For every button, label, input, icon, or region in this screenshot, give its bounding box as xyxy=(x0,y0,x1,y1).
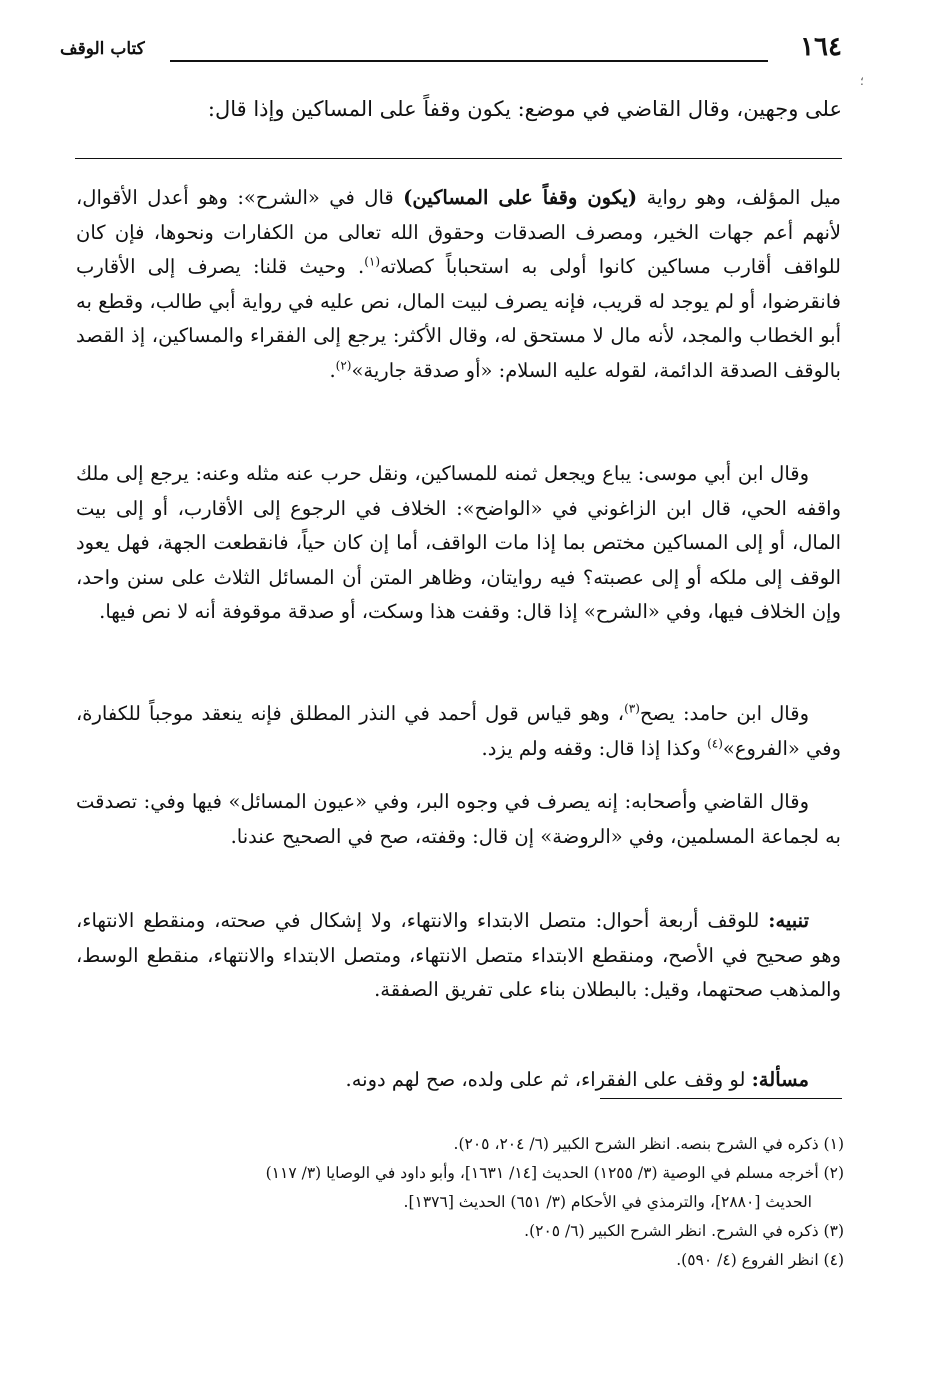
sharh-paragraph-1 xyxy=(76,181,841,388)
footnotes xyxy=(76,1130,844,1275)
text-run: للوقف أربعة أحوال: متصل الابتداء والانتهاء، ولا إشكال في صحته، ومنقطع الانتهاء، وهو صحيح في الأصح، ومنقطع الابتداء متصل الانتهاء، ومتصل الابتداء والانتهاء، منقطع الوسط، والمذهب صحتهما، وقيل: بالبطلان بناء على تفريق الصفقة. xyxy=(76,909,841,1001)
sharh-paragraph-6 xyxy=(76,1063,841,1098)
text-run: وكذا إذا قال: وقفه ولم يزد. xyxy=(481,736,708,760)
sharh-text-6 xyxy=(76,1063,841,1098)
matn-line: على وجهين، وقال القاضي في موضع: يكون وقفاً على المساكين وإذا قال: xyxy=(207,97,842,121)
sharh-paragraph-3 xyxy=(76,697,841,766)
text-run: ميل المؤلف، وهو رواية xyxy=(637,186,842,209)
matn-text xyxy=(72,92,842,126)
sharh-text-4 xyxy=(76,785,841,854)
text-run: ، وهو قياس قول أحمد في النذر المطلق فإنه ينعقد موجباً للكفارة، وفي «الفروع» xyxy=(76,702,841,760)
note-label: تنبيه: xyxy=(768,909,809,932)
sharh-text-5 xyxy=(76,904,841,1008)
issue-label: مسألة: xyxy=(751,1068,809,1091)
page-number: ١٦٤ xyxy=(800,32,842,62)
sharh-paragraph-5 xyxy=(76,904,841,1008)
text-run: . xyxy=(329,358,336,382)
sharh-paragraph-4: وقال القاضي وأصحابه: إنه يصرف في وجوه البر، وفي «عيون المسائل» فيها وفي: تصدقت به لجماعة المسلمين، وفي «الروضة» إن قال: وقفته، صح في الصحيح عندنا. xyxy=(76,790,841,848)
sharh-text-2 xyxy=(76,457,841,630)
footnote-ref-2: (٢) xyxy=(335,358,352,372)
text-run: وقال ابن حامد: يصح xyxy=(639,702,809,725)
text-run: . وحيث قلنا: يصرف إلى الأقارب فانقرضوا، أو لم يوجد له قريب، فإنه يصرف لبيت المال، نص عليه في رواية أبي طالب، وقطع به أبو الخطاب والمجد، لأنه مال لا مستحق له، وقال الأكثر: يرجع إلى الفقراء والمساكين، إذ القصد بالوقف الصدقة الدائمة، لقوله عليه السلام: «أو صدقة جارية» xyxy=(76,255,841,382)
footnote-4: (٤) انظر الفروع (٤/ ٥٩٠). xyxy=(676,1251,844,1269)
footnote-2: (٢) أخرجه مسلم في الوصية (٣/ ١٢٥٥) الحديث [١٤/ ١٦٣١]، وأبو داود في الوصايا (٣/ ١١٧) xyxy=(265,1164,844,1182)
text-run: قال في «الشرح»: وهو أعدل الأقوال، لأنهم أعم جهات الخير، ومصرف الصدقات وحقوق الله تعالى من الكفارات ونحوها، فإن كان للواقف أقارب مساكين كانوا أولى به استحباباً كصلاته xyxy=(76,186,841,278)
book-title: كتاب الوقف xyxy=(60,39,145,59)
footnote-3: (٣) ذكره في الشرح. انظر الشرح الكبير (٦/ ٢٠٥). xyxy=(524,1222,844,1240)
header-rule xyxy=(170,60,768,62)
footnote-1: (١) ذكره في الشرح بنصه. انظر الشرح الكبير (٦/ ٢٠٤، ٢٠٥). xyxy=(453,1135,844,1153)
page-header xyxy=(60,30,842,70)
text-run: لو وقف على الفقراء، ثم على ولده، صح لهم دونه. xyxy=(345,1068,752,1091)
sharh-text-3 xyxy=(76,697,841,766)
sharh-paragraph-2: وقال ابن أبي موسى: يباع ويجعل ثمنه للمساكين، ونقل حرب عنه مثله وعنه: يرجع إلى ملك واقفه الحي، قال ابن الزاغوني في «الواضح»: الخلاف في الرجوع إلى الأقارب، أو إلى بيت المال، أو إلى المساكين مختص بما إذا مات الواقف، أما إن كان حياً، فانقطعت الجهة، فهل يعود الوقف إلى ملكه أو إلى عصبته؟ فيه روايتان، وظاهر المتن أن المسائل الثلاث على سنن واحد، وإن الخلاف فيها، وفي «الشرح» إذا قال: وقفت هذا وسكت، أو صدقة موقوفة أنه لا نص فيها. xyxy=(76,462,841,623)
quoted-matn: (يكون وقفاً على المساكين) xyxy=(403,186,638,209)
footnote-ref-4: (٤) xyxy=(707,736,723,750)
sharh-text xyxy=(76,181,841,388)
matn-separator xyxy=(75,158,842,159)
footnote-ref-3: (٣) xyxy=(624,701,640,716)
footnote-separator xyxy=(600,1098,842,1099)
footnote-2-continued: الحديث [٢٨٨٠]، والترمذي في الأحكام (٣/ ٦٥١) الحديث [١٣٧٦]. xyxy=(403,1193,812,1211)
margin-mark: ؛ xyxy=(860,74,864,88)
footnote-ref-1: (١) xyxy=(364,254,381,269)
